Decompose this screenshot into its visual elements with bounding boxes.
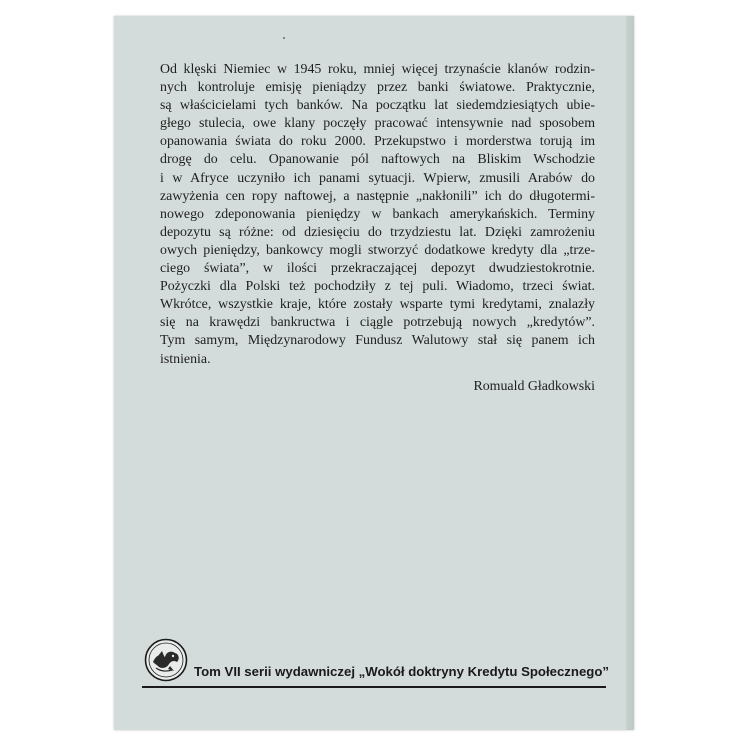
footer-divider (142, 686, 606, 688)
blurb-line: Od klęski Niemiec w 1945 roku, mniej więcej trzynaście klanów rodzin- (160, 62, 595, 77)
blurb-line: się na krawędzi bankructwa i ciągle potrzebują nowych „kredytów”. (160, 315, 595, 331)
blurb-line: drogę do celu. Opanowanie pól naftowych na Bliskim Wschodzie (160, 152, 595, 168)
printing-speck (283, 37, 285, 39)
eagle-emblem-icon (144, 638, 188, 682)
blurb-line: depozytu są różne: od dziesięciu do trzydziestu lat. Dzięki zamrożeniu (160, 224, 595, 240)
series-title: Tom VII serii wydawniczej „Wokół doktryny Kredytu Społecznego” (194, 664, 609, 679)
blurb-line: Tym samym, Międzynarodowy Fundusz Walutowy stał się panem ich (160, 333, 595, 349)
blurb-line: głego stulecia, owe klany poczęły pracować intensywnie nad sposobem (160, 116, 595, 132)
blurb-line: nowego zdeponowania pieniędzy w bankach amerykańskich. Terminy (160, 206, 595, 222)
author-signature: Romuald Gładkowski (473, 379, 595, 394)
blurb-line: nych kontroluje emisję pieniądzy przez banki światowe. Praktycznie, (160, 80, 595, 96)
blurb-line: Wkrótce, wszystkie kraje, które zostały wsparte tymi kredytami, znalazły (160, 297, 595, 313)
blurb-line: i w Afryce uczyniło ich panami sytuacji. Wpierw, zmusili Arabów do (160, 170, 595, 186)
blurb-text (160, 61, 595, 369)
blurb-line: opanowania świata do roku 2000. Przekupstwo i morderstwa torują im (160, 134, 595, 150)
blurb-line: ciego świata”, w ilości przekraczającej depozyt dwudziestokrotnie. (160, 261, 595, 277)
back-cover (114, 16, 634, 730)
blurb-line: owych pieniędzy, bankowcy mogli stworzyć dodatkowe kredyty dla „trze- (160, 242, 595, 258)
cover-edge (626, 16, 634, 730)
blurb-line: istnienia. (160, 351, 211, 367)
blurb-line: zawyżenia cen ropy naftowej, a następnie „nakłonili” ich do długotermi- (160, 188, 595, 204)
blurb-line: są właścicielami tych banków. Na początku lat siedemdziesiątych ubie- (160, 98, 595, 114)
blurb-line: Pożyczki dla Polski też pochodziły z tej puli. Wiadomo, trzeci świat. (160, 279, 595, 295)
